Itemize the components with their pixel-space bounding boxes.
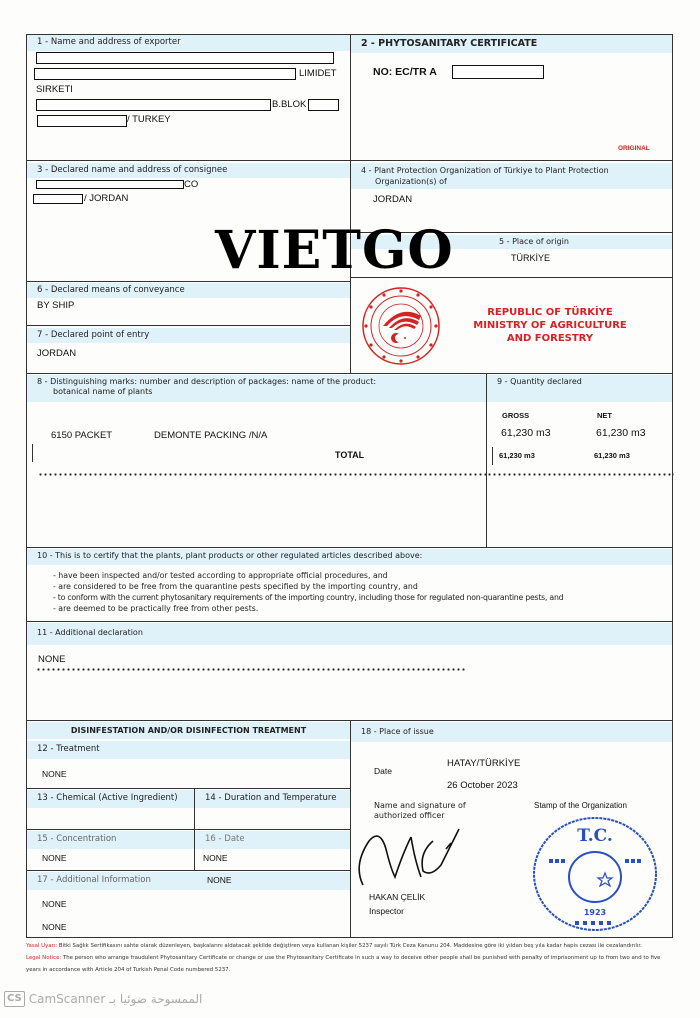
legal-notice-tr-text: Bitki Sağlık Sertifikasını sahte olarak düzenleyen, başkalarını aldatacak şekilde değiştiren veya kullanan kişiler 5237 sayılı Türk Ceza Kanunu 204. Maddesine göre iki yıldan beş yıla kadar hapis cezası ile cezalandırılır.: [58, 943, 642, 949]
legal-notice-en-text: The person who arrange fraudulent Phytosanitary Certificate or change or use the Phytosanitary Certificate in such a way to deceive other people shall be punished with penalty of imprisonment up to from two and to five: [62, 955, 661, 961]
conveyance-label: 6 - Declared means of conveyance: [27, 283, 350, 298]
signature-icon: [351, 821, 481, 889]
treatment-label: 12 - Treatment: [27, 741, 350, 759]
redacted-field: [34, 68, 296, 80]
entry-point-value: JORDAN: [37, 348, 77, 359]
certification-item: - have been inspected and/or tested according to appropriate official procedures, and: [53, 571, 388, 580]
vietgo-watermark: VIETGO: [215, 220, 454, 281]
officer-name: HAKAN ÇELİK: [369, 892, 426, 902]
ministry-seal-icon: [361, 286, 441, 366]
camscanner-arabic: الممسوحة ضوئيا بـ: [109, 992, 203, 1006]
description-label: [27, 375, 486, 402]
consignee-line1: CO: [184, 179, 199, 190]
certification-item: - are considered to be free from the quarantine pests specified by the importing country, and: [53, 582, 418, 591]
concentration-label: 15 - Concentration: [27, 831, 194, 849]
conveyance-value: BY SHIP: [37, 300, 75, 311]
product-description: DEMONTE PACKING /N/A: [154, 430, 268, 441]
exporter-line4: B.BLOK: [272, 99, 307, 110]
divider-mark: [492, 447, 493, 465]
plant-protection-label: [351, 163, 672, 189]
redacted-field: [36, 52, 334, 64]
treatment-value: NONE: [42, 769, 67, 779]
divider: [27, 870, 350, 871]
issue-date: 26 October 2023: [447, 780, 518, 791]
legal-notices: [26, 940, 686, 976]
date-value: NONE: [203, 853, 228, 863]
treatment-title: DISINFESTATION AND/OR DISINFECTION TREATMENT: [27, 722, 350, 739]
exporter-line5: / TURKEY: [127, 114, 171, 125]
box-exporter: [26, 34, 351, 161]
net-label: NET: [597, 411, 612, 420]
duration-label: 14 - Duration and Temperature: [195, 790, 350, 808]
stamp-tc: T.C.: [577, 826, 613, 846]
origin-value: TÜRKİYE: [511, 253, 551, 263]
additional-info-label: 17 - Additional Information: [27, 872, 350, 890]
box-certification: [26, 547, 673, 622]
certification-item: - to conform with the current phytosanitary requirements of the importing country, including those for regulated non-quarantine pests, and: [53, 593, 564, 602]
date-label: 16 - Date: [195, 831, 350, 849]
legal-notice-en-label: Legal Notice:: [26, 955, 62, 961]
ministry-name: [455, 306, 645, 345]
chemical-label: 13 - Chemical (Active Ingredient): [27, 790, 194, 808]
description-label-line2: botanical name of plants: [53, 387, 153, 396]
issue-place: HATAY/TÜRKİYE: [447, 758, 521, 769]
description-label-line1: 8 - Distinguishing marks: number and description of packages: name of the product:: [37, 377, 377, 386]
legal-notice-english: [26, 952, 686, 964]
consignee-line2: / JORDAN: [84, 193, 129, 204]
additional-info-value: NONE: [207, 875, 232, 885]
ministry-line3: AND FORESTRY: [506, 333, 594, 344]
consignee-label: 3 - Declared name and address of consignee: [27, 163, 350, 178]
additional-info-overlay: NONE: [42, 899, 67, 909]
redacted-field: [36, 99, 271, 111]
place-of-issue-label: 18 - Place of issue: [351, 722, 672, 742]
redacted-certificate-number: [452, 65, 544, 79]
divider-mark: [32, 444, 33, 462]
gross-label: GROSS: [502, 411, 530, 420]
certificate-title: 2 - PHYTOSANITARY CERTIFICATE: [351, 35, 672, 53]
redacted-field: [36, 180, 184, 189]
certificate-number-prefix: NO: EC/TR A: [373, 66, 437, 78]
additional-declaration-value: NONE: [38, 654, 66, 665]
camscanner-watermark: [4, 991, 202, 1007]
divider: [27, 788, 350, 789]
legal-notice-english-cont: years in accordance with Article 204 of Turkish Penal Code numbered 5237.: [26, 967, 231, 973]
concentration-value: NONE: [42, 853, 67, 863]
officer-title: Inspector: [369, 906, 404, 916]
ministry-line2: MINISTRY OF AGRICULTURE: [473, 320, 627, 331]
box-entry-point: [26, 325, 351, 374]
box-description: [26, 373, 487, 548]
gross-value: 61,230 m3: [501, 427, 551, 439]
stamp-year: 1923: [583, 908, 607, 917]
officer-label-line1: Name and signature of: [374, 801, 466, 810]
box-quantity: [486, 373, 673, 548]
exporter-line2: LIMIDET: [299, 68, 337, 79]
stamp-label: Stamp of the Organization: [534, 801, 627, 810]
camscanner-name: CamScanner: [28, 992, 106, 1006]
additional-declaration-label: 11 - Additional declaration: [27, 623, 672, 645]
plant-protection-value: JORDAN: [373, 194, 413, 205]
dotted-separator: [36, 668, 466, 671]
stamp-seal-icon: [531, 815, 659, 933]
plant-protection-label-line1: 4 - Plant Protection Organization of Türkiye to Plant Protection: [361, 166, 609, 175]
entry-point-label: 7 - Declared point of entry: [27, 328, 350, 343]
dotted-separator: [38, 473, 488, 476]
officer-label: [374, 801, 466, 821]
net-total: 61,230 m3: [594, 451, 630, 460]
quantity-label: 9 - Quantity declared: [487, 375, 672, 402]
origin-label: 5 - Place of origin: [351, 235, 672, 249]
original-mark: ORIGINAL: [618, 145, 650, 152]
net-value: 61,230 m3: [596, 427, 646, 439]
legal-notice-turkish: [26, 940, 686, 952]
box-additional-declaration: [26, 621, 673, 721]
exporter-label: 1 - Name and address of exporter: [27, 35, 350, 51]
plant-protection-label-line2: Organization(s) of: [375, 177, 447, 186]
ministry-emblem: [361, 286, 441, 366]
additional-info-note: NONE: [42, 922, 67, 932]
certification-item: - are deemed to be practically free from other pests.: [53, 604, 259, 613]
organization-stamp: [531, 815, 659, 933]
box-conveyance: [26, 281, 351, 326]
officer-label-line2: authorized officer: [374, 811, 445, 820]
total-label: TOTAL: [335, 450, 365, 460]
legal-notice-tr-label: Yasal Uyarı:: [26, 943, 58, 949]
divider: [27, 829, 350, 830]
redacted-field: [37, 115, 127, 127]
package-count: 6150 PACKET: [51, 430, 113, 441]
redacted-field: [308, 99, 339, 111]
certification-label: 10 - This is to certify that the plants, plant products or other regulated articles described above:: [27, 549, 672, 565]
ministry-line1: REPUBLIC OF TÜRKİYE: [487, 307, 613, 318]
redacted-field: [33, 194, 83, 204]
gross-total: 61,230 m3: [499, 451, 535, 460]
dotted-separator: [487, 473, 674, 476]
box-place-of-issue: [350, 720, 673, 938]
camscanner-logo-icon: CS: [4, 991, 25, 1007]
box-certificate: [350, 34, 673, 161]
certification-list: [53, 570, 668, 614]
box-treatment: [26, 720, 351, 938]
issue-date-label: Date: [374, 766, 392, 776]
exporter-line3: SIRKETI: [36, 84, 73, 95]
